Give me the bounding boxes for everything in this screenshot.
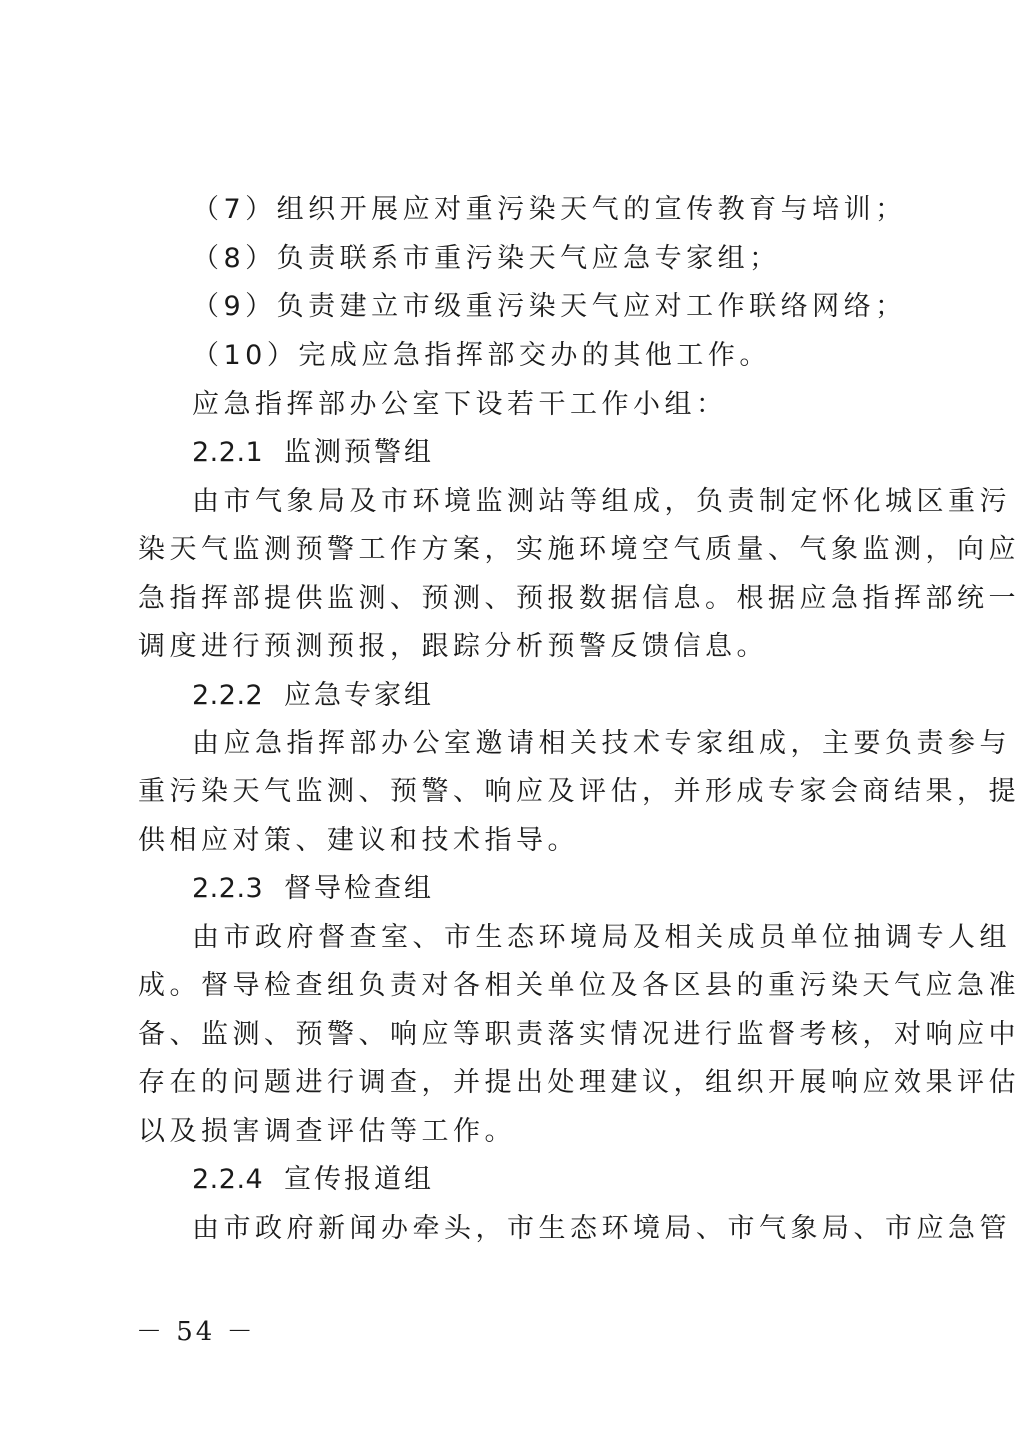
section-title: 监测预警组 [284, 437, 434, 468]
list-item-9: （9）负责建立市级重污染天气应对工作联络网络； [192, 291, 907, 322]
list-item-10: （10）完成应急指挥部交办的其他工作。 [192, 340, 771, 371]
section-number: 2.2.2 [192, 680, 264, 711]
paragraph-line: 染天气监测预警工作方案，实施环境空气质量、气象监测，向应 [138, 534, 1020, 565]
section-number: 2.2.1 [192, 437, 264, 468]
paragraph-line: 由市政府新闻办牵头，市生态环境局、市气象局、市应急管 [192, 1213, 1011, 1244]
section-heading-2-2-3 [192, 865, 898, 913]
section-heading-2-2-1 [192, 429, 898, 477]
paragraph-line: 急指挥部提供监测、预测、预报数据信息。根据应急指挥部统一 [138, 583, 1020, 614]
paragraph-line: 供相应对策、建议和技术指导。 [138, 825, 579, 856]
section-heading-2-2-2 [192, 672, 898, 720]
section-title: 督导检查组 [284, 873, 434, 904]
paragraph-line: 成。督导检查组负责对各相关单位及各区县的重污染天气应急准 [138, 970, 1020, 1001]
paragraph-line: 重污染天气监测、预警、响应及评估，并形成专家会商结果，提 [138, 776, 1020, 807]
section-heading-2-2-4 [192, 1156, 898, 1204]
paragraph-line: 由市气象局及市环境监测站等组成，负责制定怀化城区重污 [192, 486, 1011, 517]
paragraph-line: 备、监测、预警、响应等职责落实情况进行监督考核，对响应中 [138, 1019, 1020, 1050]
paragraph-line: 存在的问题进行调查，并提出处理建议，组织开展响应效果评估 [138, 1067, 1020, 1098]
section-title: 应急专家组 [284, 680, 434, 711]
paragraph-line: 由应急指挥部办公室邀请相关技术专家组成，主要负责参与 [192, 728, 1011, 759]
section-number: 2.2.3 [192, 873, 264, 904]
page-number: － 54 － [136, 1317, 256, 1347]
list-item-8: （8）负责联系市重污染天气应急专家组； [192, 243, 781, 274]
intro-paragraph: 应急指挥部办公室下设若干工作小组： [192, 389, 728, 420]
paragraph-line: 以及损害调查评估等工作。 [138, 1116, 516, 1147]
section-number: 2.2.4 [192, 1164, 264, 1195]
list-item-7: （7）组织开展应对重污染天气的宣传教育与培训； [192, 194, 907, 225]
paragraph-line: 由市政府督查室、市生态环境局及相关成员单位抽调专人组 [192, 922, 1011, 953]
paragraph-line: 调度进行预测预报，跟踪分析预警反馈信息。 [138, 631, 768, 662]
section-title: 宣传报道组 [284, 1164, 434, 1195]
